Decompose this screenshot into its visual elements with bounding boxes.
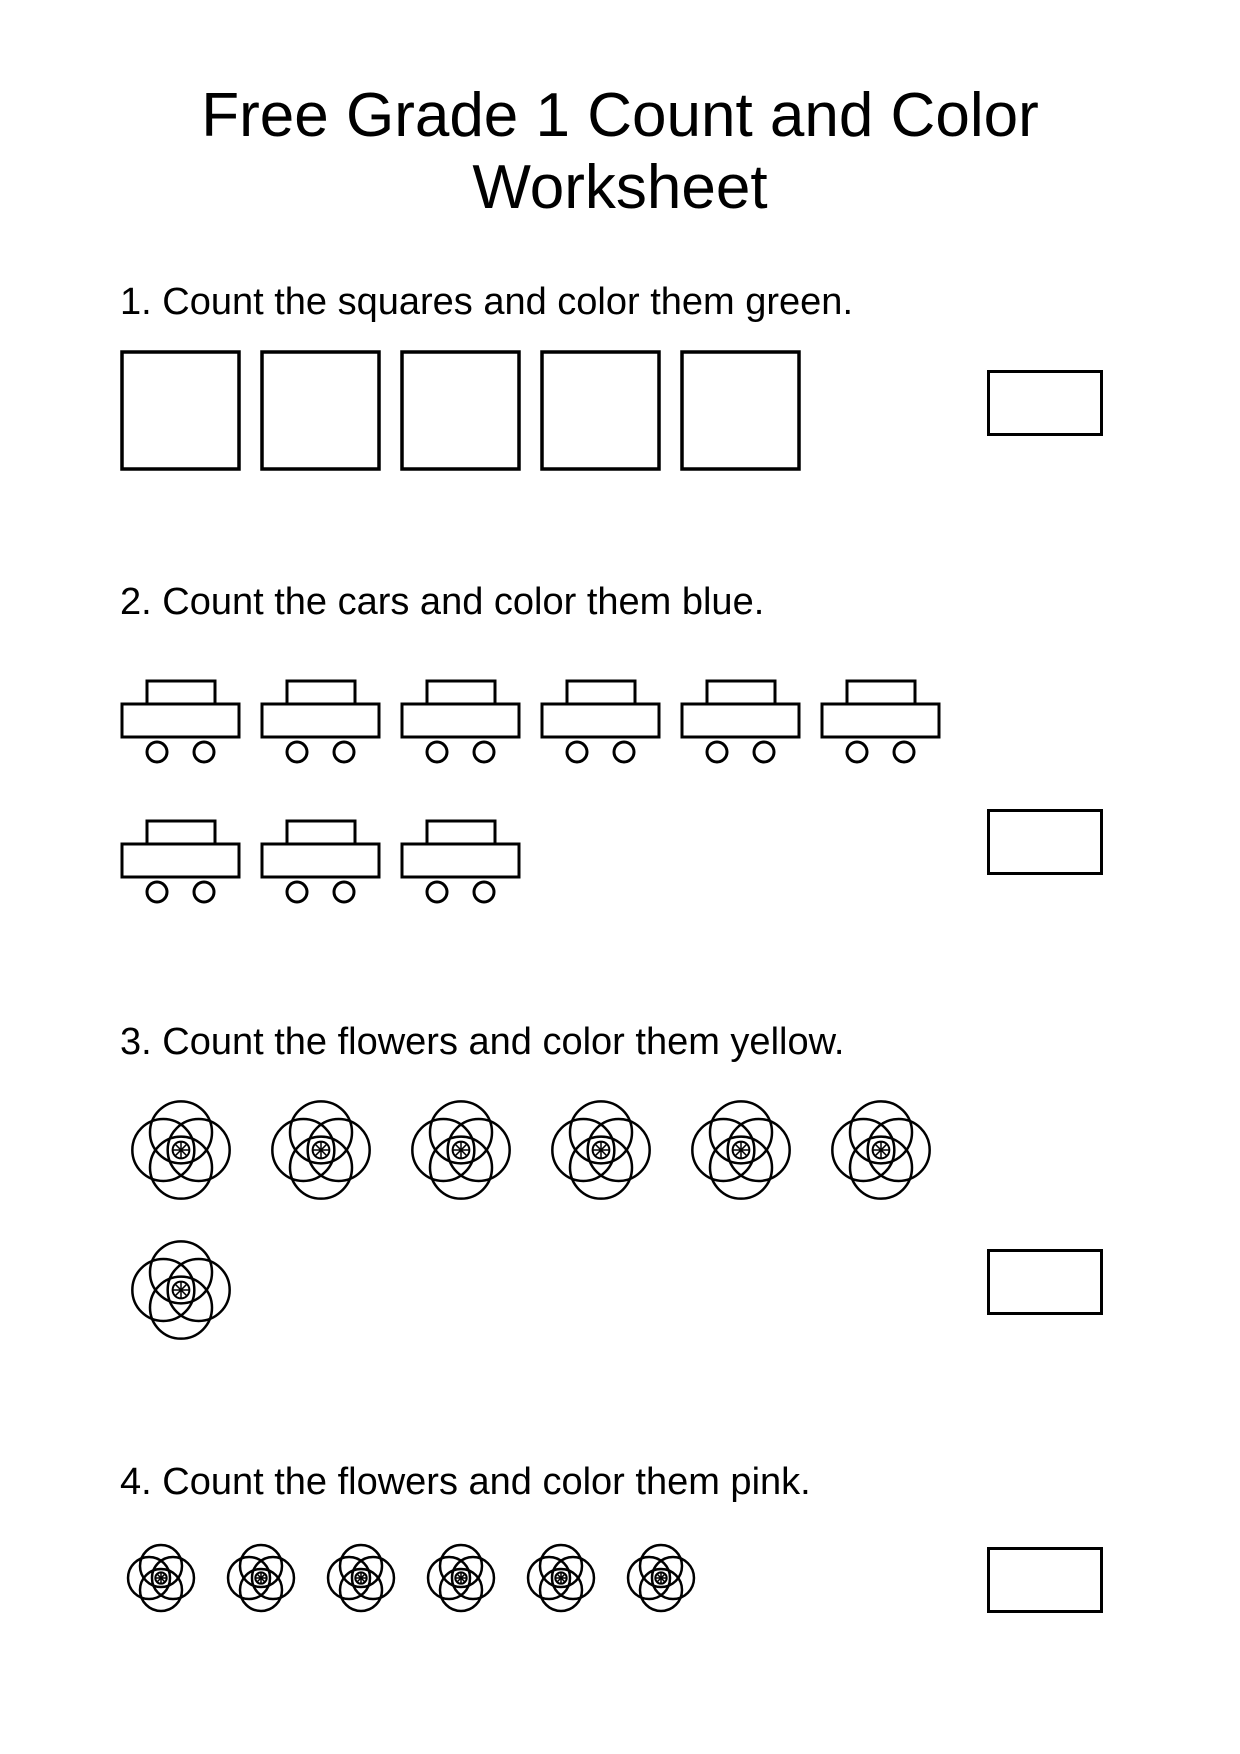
- car-icon: [542, 681, 659, 762]
- car-icon: [122, 681, 239, 762]
- car-icon: [262, 681, 379, 762]
- small-flower-icon: [128, 1545, 194, 1611]
- square-icon: [122, 352, 239, 469]
- car-icon: [122, 821, 239, 902]
- car-icon: [402, 681, 519, 762]
- small-flower-icon: [328, 1545, 394, 1611]
- question-2-text: 2. Count the cars and color them blue.: [120, 581, 765, 623]
- question-4-text: 4. Count the flowers and color them pink.: [120, 1461, 811, 1503]
- question-1-text: 1. Count the squares and color them green.: [120, 281, 854, 323]
- car-icon: [822, 681, 939, 762]
- question-3-text: 3. Count the flowers and color them yellow.: [120, 1021, 845, 1063]
- flower-icon: [692, 1101, 789, 1198]
- square-icon: [402, 352, 519, 469]
- title-line-2: Worksheet: [472, 153, 768, 222]
- flower-icon: [552, 1101, 649, 1198]
- square-icon: [262, 352, 379, 469]
- small-flower-icon: [428, 1545, 494, 1611]
- square-icon: [542, 352, 659, 469]
- flower-icon: [832, 1101, 929, 1198]
- small-flower-icon: [228, 1545, 294, 1611]
- flower-icon: [132, 1241, 229, 1338]
- car-icon: [402, 821, 519, 902]
- car-icon: [682, 681, 799, 762]
- title-line-1: Free Grade 1 Count and Color: [201, 81, 1039, 150]
- square-icon: [682, 352, 799, 469]
- flower-icon: [412, 1101, 509, 1198]
- small-flower-icon: [528, 1545, 594, 1611]
- car-icon: [262, 821, 379, 902]
- small-flower-icon: [628, 1545, 694, 1611]
- flower-icon: [272, 1101, 369, 1198]
- flower-icon: [132, 1101, 229, 1198]
